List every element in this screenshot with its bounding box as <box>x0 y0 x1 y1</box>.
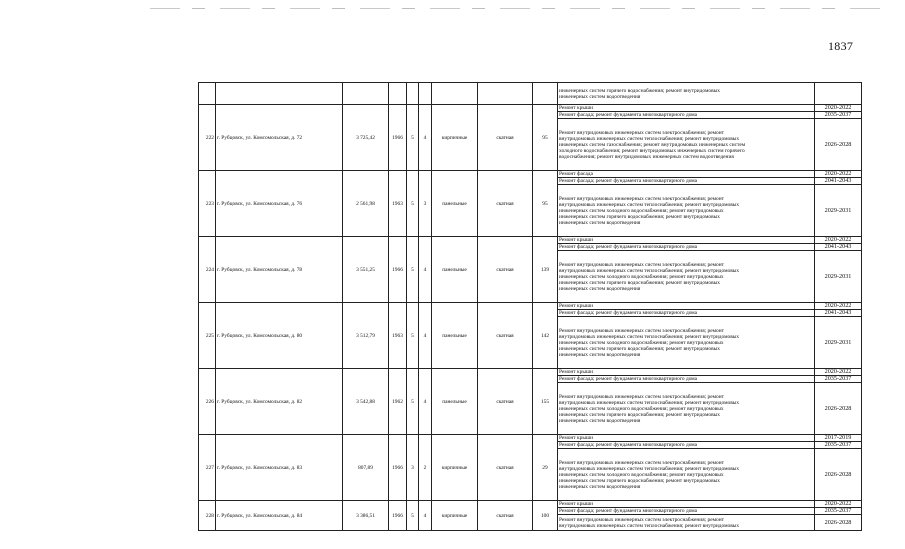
year-cell: 1963 <box>389 171 407 237</box>
roof-type-cell: скатная <box>478 369 533 435</box>
address-cell: г. Рубцовск, ул. Комсомольская, д. 78 <box>216 237 343 303</box>
work-description: Ремонт крыши <box>558 303 815 310</box>
apartments-cell: 142 <box>533 303 558 369</box>
entrances-cell: 4 <box>419 105 432 171</box>
row-number: 226 <box>199 369 216 435</box>
work-description: Ремонт фасада; ремонт фундамента многоквартирного дома <box>558 376 815 383</box>
wall-material-cell: панельные <box>432 171 478 237</box>
work-description: Ремонт внутридомовых инженерных систем электроснабжения; ремонт внутридомовых инженерных систем теплоснабжения; ремонт внутридомовых инженерных систем холодного водоснабжения; ремонт внутридомовых инженерных систем горячего водоснабжения; ремонт внутридомовых инженерных систем водоотведения <box>558 251 815 303</box>
floors-cell: 5 <box>407 237 419 303</box>
work-period: 2035-2037 <box>815 508 862 515</box>
wall-material-cell: панельные <box>432 369 478 435</box>
floors-cell: 5 <box>407 369 419 435</box>
roof-type-cell: скатная <box>478 435 533 501</box>
work-period: 2026-2028 <box>815 515 862 531</box>
floors-cell: 3 <box>407 435 419 501</box>
work-period: 2026-2028 <box>815 449 862 501</box>
area-cell: 3 542,88 <box>343 369 389 435</box>
work-period: 2026-2028 <box>815 119 862 171</box>
floors-cell: 5 <box>407 171 419 237</box>
area-cell: 2 561,98 <box>343 171 389 237</box>
work-description: Ремонт внутридомовых инженерных систем электроснабжения; ремонт внутридомовых инженерных систем теплоснабжения; ремонт внутридомовых <box>558 515 815 531</box>
work-description: Ремонт фасада; ремонт фундамента многоквартирного дома <box>558 112 815 119</box>
work-period: 2020-2022 <box>815 237 862 244</box>
blank-cell <box>432 83 478 105</box>
table-row <box>199 105 862 112</box>
wall-material-cell: кирпичные <box>432 501 478 531</box>
address-cell: г. Рубцовск, ул. Комсомольская, д. 76 <box>216 171 343 237</box>
work-period: 2035-2037 <box>815 442 862 449</box>
work-period: 2041-2043 <box>815 310 862 317</box>
row-number: 228 <box>199 501 216 531</box>
row-number: 223 <box>199 171 216 237</box>
address-cell: г. Рубцовск, ул. Комсомольская, д. 80 <box>216 303 343 369</box>
work-period: 2020-2022 <box>815 369 862 376</box>
work-description: Ремонт фасада; ремонт фундамента многоквартирного дома <box>558 442 815 449</box>
work-period: 2020-2022 <box>815 171 862 178</box>
wall-material-cell: кирпичные <box>432 435 478 501</box>
roof-type-cell: скатная <box>478 171 533 237</box>
table-row <box>199 501 862 508</box>
year-cell: 1966 <box>389 501 407 531</box>
scan-artifact-line <box>150 8 890 9</box>
table-row <box>199 369 862 376</box>
wall-material-cell: панельные <box>432 303 478 369</box>
blank-cell <box>419 83 432 105</box>
area-cell: 3 551,25 <box>343 237 389 303</box>
year-cell: 1966 <box>389 237 407 303</box>
entrances-cell: 2 <box>419 435 432 501</box>
work-period: 2020-2022 <box>815 303 862 310</box>
work-period: 2029-2031 <box>815 185 862 237</box>
work-period: 2029-2031 <box>815 251 862 303</box>
work-period: 2029-2031 <box>815 317 862 369</box>
apartments-cell: 139 <box>533 237 558 303</box>
work-period: 2041-2043 <box>815 244 862 251</box>
work-description: Ремонт внутридомовых инженерных систем электроснабжения; ремонт внутридомовых инженерных систем теплоснабжения; ремонт внутридомовых инженерных систем холодного водоснабжения; ремонт внутридомовых инженерных систем горячего водоснабжения; ремонт внутридомовых инженерных систем водоотведения <box>558 185 815 237</box>
work-period: 2020-2022 <box>815 501 862 508</box>
work-period: 2017-2019 <box>815 435 862 442</box>
area-cell: 3 512,79 <box>343 303 389 369</box>
work-period: 2041-2043 <box>815 178 862 185</box>
blank-cell <box>407 83 419 105</box>
year-cell: 1962 <box>389 369 407 435</box>
entrances-cell: 4 <box>419 369 432 435</box>
work-description: инженерных систем горячего водоснабжения; ремонт внутридомовых инженерных систем водоотведения <box>558 83 815 105</box>
work-description: Ремонт крыши <box>558 369 815 376</box>
row-number: 222 <box>199 105 216 171</box>
row-number: 224 <box>199 237 216 303</box>
blank-cell <box>533 83 558 105</box>
address-cell: г. Рубцовск, ул. Комсомольская, д. 83 <box>216 435 343 501</box>
row-number: 225 <box>199 303 216 369</box>
apartments-cell: 95 <box>533 105 558 171</box>
work-description: Ремонт внутридомовых инженерных систем электроснабжения; ремонт внутридомовых инженерных систем теплоснабжения; ремонт внутридомовых инженерных систем холодного водоснабжения; ремонт внутридомовых инженерных систем горячего водоснабжения; ремонт внутридомовых инженерных систем водоотведения <box>558 383 815 435</box>
wall-material-cell: панельные <box>432 237 478 303</box>
blank-cell <box>389 83 407 105</box>
area-cell: 807,89 <box>343 435 389 501</box>
table-row <box>199 171 862 178</box>
blank-cell <box>343 83 389 105</box>
work-description: Ремонт фасада <box>558 171 815 178</box>
year-cell: 1963 <box>389 303 407 369</box>
table-row <box>199 237 862 244</box>
wall-material-cell: кирпичные <box>432 105 478 171</box>
table-body <box>199 83 862 531</box>
apartments-cell: 155 <box>533 369 558 435</box>
work-description: Ремонт фасада; ремонт фундамента многоквартирного дома <box>558 244 815 251</box>
work-period: 2035-2037 <box>815 112 862 119</box>
table-row <box>199 435 862 442</box>
work-description: Ремонт внутридомовых инженерных систем электроснабжения; ремонт внутридомовых инженерных систем теплоснабжения; ремонт внутридомовых инженерных систем холодного водоснабжения; ремонт внутридомовых инженерных систем горячего водоснабжения; ремонт внутридомовых инженерных систем водоотведения <box>558 449 815 501</box>
work-description: Ремонт крыши <box>558 435 815 442</box>
floors-cell: 5 <box>407 303 419 369</box>
address-cell: г. Рубцовск, ул. Комсомольская, д. 82 <box>216 369 343 435</box>
blank-cell <box>199 83 216 105</box>
table-row <box>199 303 862 310</box>
area-cell: 3 725,42 <box>343 105 389 171</box>
work-description: Ремонт внутридомовых инженерных систем электроснабжения; ремонт внутридомовых инженерных систем теплоснабжения; ремонт внутридомовых инженерных систем газоснабжения; ремонт внутридомовых инженерных систем холодного водоснабжения; ремонт внутридомовых инженерных систем горячего водоснабжения; ремонт внутридомовых инженерных систем водоотведения <box>558 119 815 171</box>
work-description: Ремонт фасада; ремонт фундамента многоквартирного дома <box>558 508 815 515</box>
floors-cell: 5 <box>407 501 419 531</box>
year-cell: 1966 <box>389 105 407 171</box>
page-number: 1837 <box>828 39 854 53</box>
row-number: 227 <box>199 435 216 501</box>
roof-type-cell: скатная <box>478 237 533 303</box>
work-description: Ремонт фасада; ремонт фундамента многоквартирного дома <box>558 310 815 317</box>
roof-type-cell: скатная <box>478 105 533 171</box>
apartments-cell: 29 <box>533 435 558 501</box>
roof-type-cell: скатная <box>478 501 533 531</box>
entrances-cell: 4 <box>419 303 432 369</box>
table-row-continuation <box>199 83 862 105</box>
address-cell: г. Рубцовск, ул. Комсомольская, д. 72 <box>216 105 343 171</box>
capital-repair-table <box>198 82 862 531</box>
entrances-cell: 4 <box>419 501 432 531</box>
work-description: Ремонт крыши <box>558 237 815 244</box>
work-period: 2035-2037 <box>815 376 862 383</box>
work-period: 2026-2028 <box>815 383 862 435</box>
work-period <box>815 83 862 105</box>
area-cell: 3 386,51 <box>343 501 389 531</box>
address-cell: г. Рубцовск, ул. Комсомольская, д. 84 <box>216 501 343 531</box>
work-description: Ремонт внутридомовых инженерных систем электроснабжения; ремонт внутридомовых инженерных систем теплоснабжения; ремонт внутридомовых инженерных систем холодного водоснабжения; ремонт внутридомовых инженерных систем горячего водоснабжения; ремонт внутридомовых инженерных систем водоотведения <box>558 317 815 369</box>
floors-cell: 5 <box>407 105 419 171</box>
blank-cell <box>478 83 533 105</box>
work-description: Ремонт крыши <box>558 501 815 508</box>
roof-type-cell: скатная <box>478 303 533 369</box>
work-description: Ремонт крыши <box>558 105 815 112</box>
work-period: 2020-2022 <box>815 105 862 112</box>
work-description: Ремонт фасада; ремонт фундамента многоквартирного дома <box>558 178 815 185</box>
entrances-cell: 3 <box>419 171 432 237</box>
entrances-cell: 4 <box>419 237 432 303</box>
blank-cell <box>216 83 343 105</box>
year-cell: 1966 <box>389 435 407 501</box>
apartments-cell: 100 <box>533 501 558 531</box>
apartments-cell: 95 <box>533 171 558 237</box>
